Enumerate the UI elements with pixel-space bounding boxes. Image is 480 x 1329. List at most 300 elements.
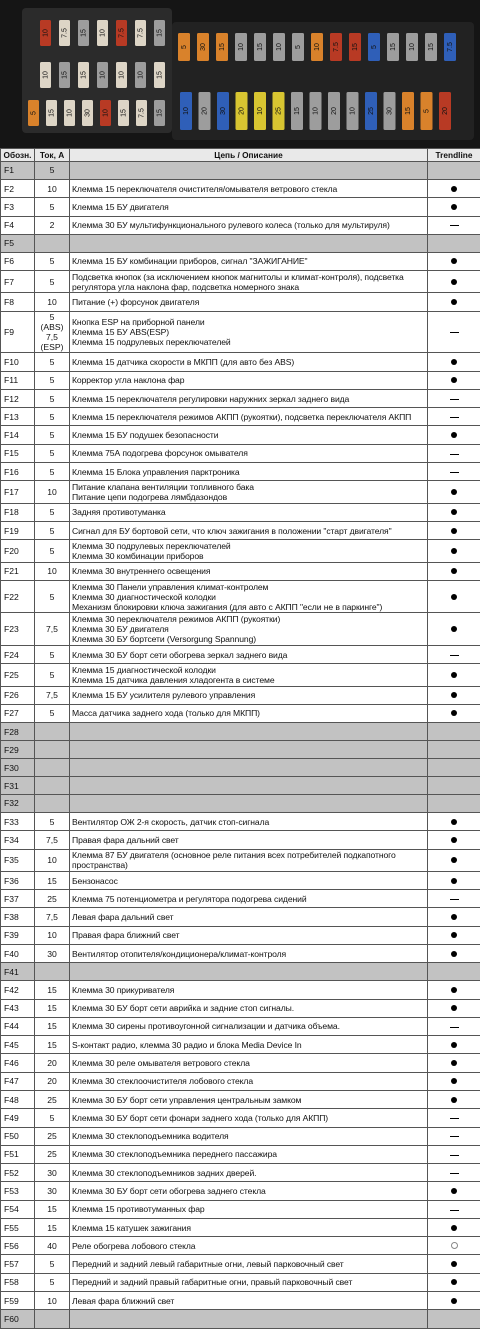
table-row bbox=[1, 271, 480, 293]
table-row bbox=[1, 353, 480, 371]
fuse-description bbox=[70, 1090, 428, 1108]
filled-dot-icon bbox=[451, 1005, 457, 1011]
table-row bbox=[1, 252, 480, 270]
fuse-amperage: 5 bbox=[35, 521, 70, 539]
description-line: Клемма 30 БУ борт сети управления центральным замком bbox=[72, 1094, 302, 1105]
fuse-label: 5 bbox=[30, 111, 38, 115]
trendline-cell bbox=[428, 1090, 480, 1108]
filled-dot-icon bbox=[451, 819, 457, 825]
dash-icon bbox=[450, 1210, 459, 1211]
description-line: Клемма 30 прикуривателя bbox=[72, 984, 175, 995]
table-row bbox=[1, 795, 480, 813]
dash-icon bbox=[450, 1173, 459, 1174]
filled-dot-icon bbox=[451, 568, 457, 574]
table-row bbox=[1, 1036, 480, 1054]
fuse-label: 7.5 bbox=[137, 28, 145, 38]
table-row bbox=[1, 871, 480, 889]
fuse-amperage: 5 bbox=[35, 426, 70, 444]
table-row bbox=[1, 945, 480, 963]
trendline-cell bbox=[428, 1164, 480, 1182]
fuse-amperage: 10 bbox=[35, 926, 70, 944]
fuse-code: F38 bbox=[1, 908, 35, 926]
fuse-code: F20 bbox=[1, 540, 35, 562]
trendline-cell bbox=[428, 1310, 480, 1329]
trendline-cell bbox=[428, 271, 480, 293]
fuse-description bbox=[70, 1292, 428, 1310]
filled-dot-icon bbox=[451, 857, 457, 863]
filled-dot-icon bbox=[451, 432, 457, 438]
fuse-code: F59 bbox=[1, 1292, 35, 1310]
trendline-cell bbox=[428, 463, 480, 481]
fuse-amperage: 15 bbox=[35, 1200, 70, 1218]
filled-dot-icon bbox=[451, 692, 457, 698]
table-row bbox=[1, 1237, 480, 1255]
filled-dot-icon bbox=[451, 258, 457, 264]
filled-dot-icon bbox=[451, 1097, 457, 1103]
table-row bbox=[1, 1310, 480, 1329]
filled-dot-icon bbox=[451, 359, 457, 365]
fuse-description bbox=[70, 831, 428, 849]
fuse-table bbox=[0, 148, 480, 1329]
table-row bbox=[1, 503, 480, 521]
fuse-code: F32 bbox=[1, 795, 35, 813]
fuse-description bbox=[70, 252, 428, 270]
table-row bbox=[1, 162, 480, 180]
fuse-amperage: 7,5 bbox=[35, 686, 70, 704]
table-row bbox=[1, 759, 480, 777]
trendline-cell bbox=[428, 981, 480, 999]
fuse-label: 20 bbox=[201, 107, 209, 115]
description-line: Клемма 15 Блока управления парктроника bbox=[72, 466, 240, 477]
fuse-description bbox=[70, 562, 428, 580]
table-row bbox=[1, 686, 480, 704]
table-row bbox=[1, 562, 480, 580]
description-line: Бензонасос bbox=[72, 875, 118, 886]
fuse-label: 10 bbox=[42, 29, 50, 37]
filled-dot-icon bbox=[451, 878, 457, 884]
trendline-cell bbox=[428, 1145, 480, 1163]
filled-dot-icon bbox=[451, 204, 457, 210]
fuse-label: 7.5 bbox=[446, 42, 454, 52]
description-line: Левая фара дальний свет bbox=[72, 912, 174, 923]
description-line: Правая фара дальний свет bbox=[72, 834, 179, 845]
fuse-description bbox=[70, 908, 428, 926]
fuse-description bbox=[70, 999, 428, 1017]
description-line: Клемма 30 реле омывателя ветрового стекла bbox=[72, 1058, 250, 1069]
fuse-label: 15 bbox=[404, 107, 412, 115]
filled-dot-icon bbox=[451, 932, 457, 938]
fuse-amperage: 5 bbox=[35, 812, 70, 830]
fuse-amperage: 5 bbox=[35, 389, 70, 407]
trendline-cell bbox=[428, 234, 480, 252]
fuse-description bbox=[70, 1237, 428, 1255]
fuse-code: F60 bbox=[1, 1310, 35, 1329]
fuse-label: 10 bbox=[137, 71, 145, 79]
description-line: Питание клапана вентиляции топливного бака bbox=[72, 482, 254, 492]
fuse-amperage: 5 bbox=[35, 198, 70, 216]
trendline-cell bbox=[428, 562, 480, 580]
table-row bbox=[1, 521, 480, 539]
fuse-amperage bbox=[35, 777, 70, 795]
fuse-code: F2 bbox=[1, 179, 35, 197]
fuse-code: F55 bbox=[1, 1218, 35, 1236]
fuse-code: F51 bbox=[1, 1145, 35, 1163]
trendline-cell bbox=[428, 353, 480, 371]
fuse-code: F45 bbox=[1, 1036, 35, 1054]
fuse-label: 15 bbox=[293, 107, 301, 115]
description-line: Клемма 30 Панели управления климат-контролем bbox=[72, 581, 269, 592]
filled-dot-icon bbox=[451, 489, 457, 495]
fuse-description bbox=[70, 645, 428, 663]
trendline-cell bbox=[428, 686, 480, 704]
dash-icon bbox=[450, 1118, 459, 1119]
filled-dot-icon bbox=[451, 1261, 457, 1267]
fuse-description bbox=[70, 945, 428, 963]
trendline-cell bbox=[428, 795, 480, 813]
fuse-description bbox=[70, 871, 428, 889]
table-row bbox=[1, 664, 480, 686]
fuse-amperage: 5 bbox=[35, 444, 70, 462]
fuse-description bbox=[70, 198, 428, 216]
trendline-cell bbox=[428, 293, 480, 311]
table-row bbox=[1, 1273, 480, 1291]
description-line: Клемма 15 подрулевых переключателей bbox=[72, 337, 231, 348]
description-line: Клемма 30 сирены противоугонной сигнализации и датчика объема. bbox=[72, 1021, 340, 1032]
fuse-label: 15 bbox=[256, 43, 264, 51]
description-line: Вентилятор отопителя/кондиционера/климат-контроля bbox=[72, 948, 287, 959]
filled-dot-icon bbox=[451, 626, 457, 632]
trendline-cell bbox=[428, 723, 480, 741]
fuse-description bbox=[70, 981, 428, 999]
description-line: Клемма 30 стеклоподъемника водителя bbox=[72, 1131, 229, 1142]
fuse-code: F41 bbox=[1, 963, 35, 981]
fuse-amperage bbox=[35, 1310, 70, 1329]
description-line: Клемма 30 БУ бортсети (Versorgung Spannung) bbox=[72, 634, 257, 645]
fuse-amperage: 10 bbox=[35, 849, 70, 871]
table-row bbox=[1, 1218, 480, 1236]
fuse-label: 15 bbox=[156, 29, 164, 37]
fuse-description bbox=[70, 162, 428, 180]
fuse-label: 20 bbox=[441, 107, 449, 115]
trendline-cell bbox=[428, 871, 480, 889]
fuse-label: 15 bbox=[80, 29, 88, 37]
fuse-amperage: 5 bbox=[35, 371, 70, 389]
table-row bbox=[1, 1145, 480, 1163]
table-row bbox=[1, 1292, 480, 1310]
fuse-amperage: 15 bbox=[35, 981, 70, 999]
fuse-label: 7.5 bbox=[332, 42, 340, 52]
trendline-cell bbox=[428, 664, 480, 686]
table-row bbox=[1, 1090, 480, 1108]
fuse-code: F48 bbox=[1, 1090, 35, 1108]
description-line: Клемма 30 комбинации приборов bbox=[72, 550, 204, 561]
hollow-dot-icon bbox=[451, 1242, 458, 1249]
table-row bbox=[1, 831, 480, 849]
fuse-code: F46 bbox=[1, 1054, 35, 1072]
fuse-label: 10 bbox=[237, 43, 245, 51]
fuse-description bbox=[70, 1164, 428, 1182]
description-line: Клемма 30 БУ мультифункционального рулевого колеса (только для мультируля) bbox=[72, 220, 390, 231]
description-line: Задняя противотуманка bbox=[72, 507, 166, 518]
header-code: Обозн. bbox=[1, 149, 35, 162]
fuse-amperage: 20 bbox=[35, 1072, 70, 1090]
fuse-code: F35 bbox=[1, 849, 35, 871]
fuse-code: F15 bbox=[1, 444, 35, 462]
fuse-description bbox=[70, 1054, 428, 1072]
fuse-label: 15 bbox=[120, 109, 128, 117]
table-row bbox=[1, 1127, 480, 1145]
fuse-label: 10 bbox=[275, 43, 283, 51]
trendline-cell bbox=[428, 963, 480, 981]
fuse-label: 15 bbox=[48, 109, 56, 117]
fuse-description bbox=[70, 1200, 428, 1218]
header-trend: Trendline bbox=[428, 149, 480, 162]
description-line: Подсветка кнопок (за исключением кнопок магнитолы и климат-контроля), подсветка bbox=[72, 271, 404, 282]
fuse-label: 15 bbox=[80, 71, 88, 79]
trendline-cell bbox=[428, 1054, 480, 1072]
fuse-amperage bbox=[35, 759, 70, 777]
description-line: Клемма 15 диагностической колодки bbox=[72, 664, 216, 675]
trendline-cell bbox=[428, 371, 480, 389]
trendline-cell bbox=[428, 444, 480, 462]
fuse-code: F22 bbox=[1, 580, 35, 613]
description-line: Реле обогрева лобового стекла bbox=[72, 1240, 196, 1251]
trendline-cell bbox=[428, 252, 480, 270]
fuse-amperage: 7,5 bbox=[35, 831, 70, 849]
table-row bbox=[1, 1182, 480, 1200]
table-row bbox=[1, 198, 480, 216]
table-row bbox=[1, 812, 480, 830]
fuse-description bbox=[70, 1255, 428, 1273]
trendline-cell bbox=[428, 1109, 480, 1127]
description-line: Механизм блокировки ключа зажигания (для авто с АКПП "если не в паркинге") bbox=[72, 601, 383, 612]
fuse-code: F1 bbox=[1, 162, 35, 180]
fuse-description bbox=[70, 389, 428, 407]
fuse-description bbox=[70, 741, 428, 759]
description-line: Клемма 30 БУ борт сети обогрева заднего стекла bbox=[72, 1186, 266, 1196]
filled-dot-icon bbox=[451, 186, 457, 192]
table-row bbox=[1, 580, 480, 613]
fuse-description bbox=[70, 216, 428, 234]
fuse-code: F16 bbox=[1, 463, 35, 481]
description-line: Клемма 15 БУ подушек безопасности bbox=[72, 430, 219, 441]
fuse-amperage: 5 bbox=[35, 645, 70, 663]
fuse-amperage: 5 bbox=[35, 704, 70, 722]
fuse-amperage: 10 bbox=[35, 179, 70, 197]
fuse-code: F23 bbox=[1, 613, 35, 646]
trendline-cell bbox=[428, 1072, 480, 1090]
table-row bbox=[1, 1255, 480, 1273]
trendline-cell bbox=[428, 926, 480, 944]
fuse-code: F19 bbox=[1, 521, 35, 539]
fuse-description bbox=[70, 426, 428, 444]
fuse-amperage: 5 bbox=[35, 408, 70, 426]
fuse-description bbox=[70, 795, 428, 813]
table-row bbox=[1, 849, 480, 871]
fuse-amperage: 5 bbox=[35, 463, 70, 481]
dash-icon bbox=[450, 417, 459, 418]
fuse-description bbox=[70, 1182, 428, 1200]
fuse-code: F3 bbox=[1, 198, 35, 216]
fuse-description bbox=[70, 1036, 428, 1054]
fuse-amperage: 15 bbox=[35, 1218, 70, 1236]
fuse-description bbox=[70, 1127, 428, 1145]
fuse-amperage: 15 bbox=[35, 871, 70, 889]
table-row bbox=[1, 179, 480, 197]
fuse-code: F42 bbox=[1, 981, 35, 999]
trendline-cell bbox=[428, 1036, 480, 1054]
description-line: Вентилятор ОЖ 2-я скорость, датчик стоп-сигнала bbox=[72, 816, 270, 827]
fuse-description bbox=[70, 371, 428, 389]
fuse-description bbox=[70, 1273, 428, 1291]
fuse-amperage: 25 bbox=[35, 890, 70, 908]
table-row bbox=[1, 723, 480, 741]
fuse-amperage: 10 bbox=[35, 293, 70, 311]
fuse-code: F37 bbox=[1, 890, 35, 908]
fuse-amperage: 30 bbox=[35, 945, 70, 963]
trendline-cell bbox=[428, 179, 480, 197]
fuse-amperage: 5 bbox=[35, 162, 70, 180]
dash-icon bbox=[450, 1155, 459, 1156]
filled-dot-icon bbox=[451, 914, 457, 920]
fuse-code: F28 bbox=[1, 723, 35, 741]
fuse-amperage bbox=[35, 741, 70, 759]
dash-icon bbox=[450, 1027, 459, 1028]
trendline-cell bbox=[428, 613, 480, 646]
fuse-code: F11 bbox=[1, 371, 35, 389]
description-line: Клемма 75 потенциометра и регулятора подогрева сидений bbox=[72, 893, 307, 904]
trendline-cell bbox=[428, 1200, 480, 1218]
fuse-label: 5 bbox=[180, 45, 188, 49]
table-row bbox=[1, 890, 480, 908]
fuse-label: 10 bbox=[99, 29, 107, 37]
table-row bbox=[1, 645, 480, 663]
fuse-label: 15 bbox=[351, 43, 359, 51]
fuse-code: F43 bbox=[1, 999, 35, 1017]
dash-icon bbox=[450, 332, 459, 333]
fuse-code: F44 bbox=[1, 1017, 35, 1035]
fuse-code: F47 bbox=[1, 1072, 35, 1090]
description-line: Клемма 30 БУ борт сети аврийка и задние стоп сигналы. bbox=[72, 1003, 295, 1014]
filled-dot-icon bbox=[451, 279, 457, 285]
fuse-description bbox=[70, 1218, 428, 1236]
filled-dot-icon bbox=[451, 528, 457, 534]
table-row bbox=[1, 293, 480, 311]
trendline-cell bbox=[428, 1255, 480, 1273]
fuse-description bbox=[70, 686, 428, 704]
fuse-description bbox=[70, 759, 428, 777]
fuse-box-photo bbox=[0, 0, 480, 148]
fuse-code: F5 bbox=[1, 234, 35, 252]
filled-dot-icon bbox=[451, 837, 457, 843]
fuse-description bbox=[70, 664, 428, 686]
filled-dot-icon bbox=[451, 710, 457, 716]
fuse-description bbox=[70, 179, 428, 197]
table-row bbox=[1, 741, 480, 759]
fuse-label: 10 bbox=[182, 107, 190, 115]
fuse-label: 30 bbox=[84, 109, 92, 117]
trendline-cell bbox=[428, 741, 480, 759]
trendline-cell bbox=[428, 908, 480, 926]
fuse-label: 15 bbox=[61, 71, 69, 79]
description-line: Масса датчика заднего хода (только для МКПП) bbox=[72, 708, 260, 719]
fuse-amperage: 5 bbox=[35, 353, 70, 371]
description-line: Правая фара ближний свет bbox=[72, 930, 180, 941]
filled-dot-icon bbox=[451, 987, 457, 993]
fuse-code: F18 bbox=[1, 503, 35, 521]
fuse-description bbox=[70, 1109, 428, 1127]
fuse-label: 15 bbox=[218, 43, 226, 51]
trendline-cell bbox=[428, 481, 480, 503]
fuse-description bbox=[70, 444, 428, 462]
fuse-code: F12 bbox=[1, 389, 35, 407]
fuse-description bbox=[70, 1310, 428, 1329]
fuse-description bbox=[70, 271, 428, 293]
description-line: Клемма 75А подогрева форсунок омывателя bbox=[72, 448, 248, 459]
description-line: Клемма 30 БУ двигателя bbox=[72, 624, 169, 635]
fuse-description bbox=[70, 777, 428, 795]
fuse-description bbox=[70, 812, 428, 830]
fuse-amperage: 25 bbox=[35, 1145, 70, 1163]
fuse-label: 10 bbox=[102, 109, 110, 117]
fuse-amperage bbox=[35, 963, 70, 981]
fuse-code: F21 bbox=[1, 562, 35, 580]
trendline-cell bbox=[428, 1127, 480, 1145]
fuse-description bbox=[70, 580, 428, 613]
fuse-amperage: 25 bbox=[35, 1090, 70, 1108]
table-row bbox=[1, 408, 480, 426]
description-line: Клемма 15 БУ ABS(ESP) bbox=[72, 327, 170, 338]
description-line: Левая фара ближний свет bbox=[72, 1295, 175, 1306]
description-line: Питание цепи подогрева лямбдазондов bbox=[72, 492, 228, 502]
description-line: Клемма 30 БУ борт сети фонари заднего хода (только для АКПП) bbox=[72, 1112, 329, 1123]
fuse-code: F54 bbox=[1, 1200, 35, 1218]
table-row bbox=[1, 613, 480, 646]
filled-dot-icon bbox=[451, 594, 457, 600]
fuse-label: 7.5 bbox=[138, 108, 146, 118]
table-row bbox=[1, 216, 480, 234]
fuse-code: F34 bbox=[1, 831, 35, 849]
trendline-cell bbox=[428, 831, 480, 849]
table-row bbox=[1, 481, 480, 503]
fuse-code: F33 bbox=[1, 812, 35, 830]
header-desc: Цепь / Описание bbox=[70, 149, 428, 162]
fuse-description bbox=[70, 540, 428, 562]
fuse-description bbox=[70, 704, 428, 722]
fuse-label: 10 bbox=[118, 71, 126, 79]
description-line: Клемма 30 внутреннего освещения bbox=[72, 566, 211, 577]
fuse-amperage: 5 (ABS) 7,5 (ESP) bbox=[35, 311, 70, 353]
trendline-cell bbox=[428, 704, 480, 722]
fuse-code: F25 bbox=[1, 664, 35, 686]
fuse-code: F13 bbox=[1, 408, 35, 426]
fuse-description bbox=[70, 408, 428, 426]
fuse-amperage: 30 bbox=[35, 1164, 70, 1182]
fuse-description bbox=[70, 1072, 428, 1090]
description-line: Клемма 15 датчика давления хладогента в системе bbox=[72, 674, 275, 685]
fuse-label: 10 bbox=[99, 71, 107, 79]
trendline-cell bbox=[428, 216, 480, 234]
fuse-amperage: 10 bbox=[35, 562, 70, 580]
fuse-amperage: 15 bbox=[35, 1036, 70, 1054]
fuse-description bbox=[70, 849, 428, 871]
fuse-code: F27 bbox=[1, 704, 35, 722]
table-row bbox=[1, 540, 480, 562]
table-row bbox=[1, 426, 480, 444]
fuse-code: F39 bbox=[1, 926, 35, 944]
fuse-description bbox=[70, 926, 428, 944]
fuse-description bbox=[70, 353, 428, 371]
